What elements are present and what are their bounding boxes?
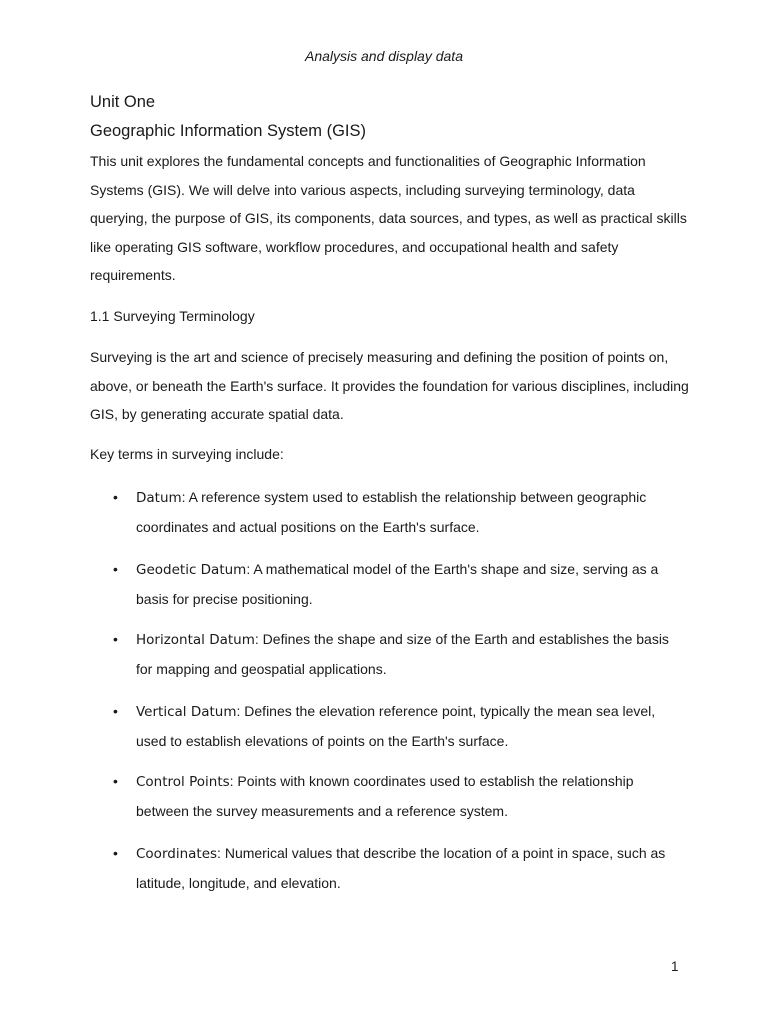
term-separator: : xyxy=(181,489,186,505)
bullet-icon: • xyxy=(113,561,118,577)
term-name: Control Points xyxy=(136,774,230,790)
term-name: Datum xyxy=(136,490,182,506)
term-definition: A mathematical model of the Earth's shape and size, serving as a basis for precise positioning. xyxy=(136,561,659,607)
term-content xyxy=(136,767,683,825)
term-content xyxy=(136,839,683,897)
term-definition: Defines the elevation reference point, typically the mean sea level, used to establish elevations of points on the Earth's surface. xyxy=(136,703,656,749)
unit-title: Geographic Information System (GIS) xyxy=(90,122,367,140)
page-number: 1 xyxy=(671,959,679,974)
section-body-paragraph: Surveying is the art and science of precisely measuring and defining the position of points on, above, or beneath the Earth's surface. It provides the foundation for various disciplines, including GIS, by generating accurate spatial data. xyxy=(90,349,689,422)
term-separator: : xyxy=(229,773,234,789)
term-name: Vertical Datum xyxy=(136,704,237,720)
term-separator: : xyxy=(246,561,251,577)
section-heading: 1.1 Surveying Terminology xyxy=(90,308,255,324)
bullet-icon: • xyxy=(113,773,118,789)
term-definition: A reference system used to establish the relationship between geographic coordinates and actual positions on the Earth's surface. xyxy=(136,489,647,535)
term-content xyxy=(136,483,683,541)
bullet-icon: • xyxy=(113,631,118,647)
bullet-icon: • xyxy=(113,703,118,719)
term-content xyxy=(136,625,683,683)
bullet-icon: • xyxy=(113,489,118,505)
term-definition: Numerical values that describe the location of a point in space, such as latitude, longitude, and elevation. xyxy=(136,845,666,891)
term-separator: : xyxy=(236,703,241,719)
term-content xyxy=(136,555,683,613)
term-name: Geodetic Datum xyxy=(136,562,247,578)
term-definition: Defines the shape and size of the Earth and establishes the basis for mapping and geospatial applications. xyxy=(136,631,669,677)
running-header: Analysis and display data xyxy=(305,48,463,64)
term-definition: Points with known coordinates used to establish the relationship between the survey measurements and a reference system. xyxy=(136,773,634,819)
term-separator: : xyxy=(254,631,259,647)
term-content xyxy=(136,697,683,755)
term-name: Horizontal Datum xyxy=(136,632,255,648)
bullet-icon: • xyxy=(113,845,118,861)
term-name: Coordinates xyxy=(136,846,218,862)
unit-label: Unit One xyxy=(90,93,156,111)
key-terms-lead: Key terms in surveying include: xyxy=(90,446,284,462)
term-separator: : xyxy=(217,845,221,861)
unit-intro-paragraph: This unit explores the fundamental concepts and functionalities of Geographic Information Systems (GIS). We will delve into various aspects, including surveying terminology, data querying, the purpose of GIS, its components, data sources, and types, as well as practical skills like operating GIS software, workflow procedures, and occupational health and safety requirements. xyxy=(90,153,687,283)
